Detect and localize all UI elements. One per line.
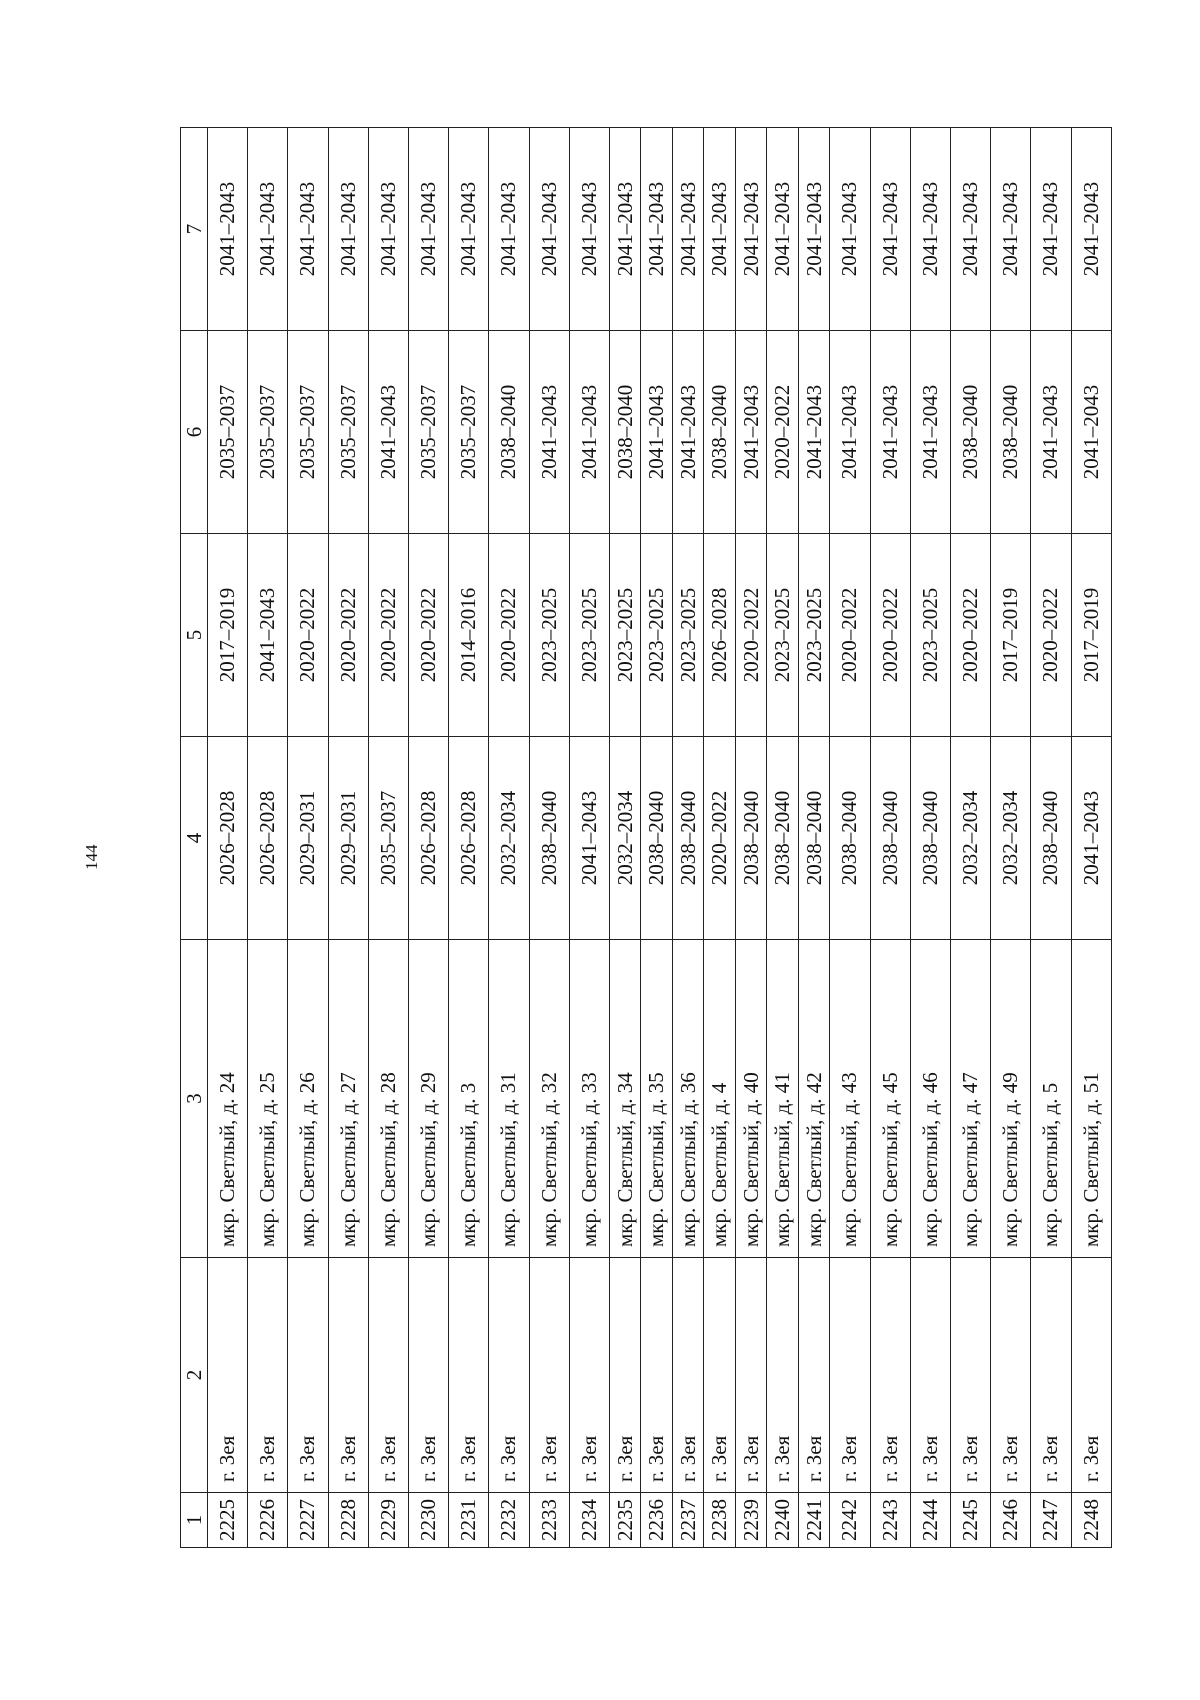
cell-period-col7: 2041–2043 xyxy=(529,128,569,331)
cell-period-col4: 2020–2022 xyxy=(704,737,736,940)
cell-period-col6: 2035–2037 xyxy=(288,331,328,534)
cell-period-col5: 2023–2025 xyxy=(767,534,799,737)
cell-row-number: 2234 xyxy=(569,1493,609,1548)
cell-city: г. Зея xyxy=(672,1258,704,1493)
cell-period-col5: 2023–2025 xyxy=(609,534,641,737)
cell-row-number: 2242 xyxy=(830,1493,870,1548)
page-number: 144 xyxy=(82,844,101,870)
cell-period-col5: 2020–2022 xyxy=(870,534,910,737)
cell-address: мкр. Светлый, д. 4 xyxy=(704,940,736,1258)
table-row xyxy=(798,128,830,1548)
cell-address: мкр. Светлый, д. 25 xyxy=(248,940,288,1258)
cell-period-col5: 2020–2022 xyxy=(1031,534,1071,737)
cell-period-col4: 2032–2034 xyxy=(950,737,990,940)
table-row xyxy=(950,128,990,1548)
cell-row-number: 2230 xyxy=(408,1493,448,1548)
cell-city: г. Зея xyxy=(248,1258,288,1493)
table-row xyxy=(910,128,950,1548)
cell-city: г. Зея xyxy=(408,1258,448,1493)
cell-city: г. Зея xyxy=(704,1258,736,1493)
cell-address: мкр. Светлый, д. 46 xyxy=(910,940,950,1258)
cell-row-number: 2244 xyxy=(910,1493,950,1548)
cell-period-col5: 2020–2022 xyxy=(288,534,328,737)
cell-period-col4: 2032–2034 xyxy=(489,737,529,940)
cell-period-col4: 2026–2028 xyxy=(408,737,448,940)
cell-period-col4: 2029–2031 xyxy=(328,737,368,940)
cell-city: г. Зея xyxy=(991,1258,1031,1493)
cell-period-col7: 2041–2043 xyxy=(910,128,950,331)
cell-period-col7: 2041–2043 xyxy=(368,128,408,331)
cell-period-col6: 2035–2037 xyxy=(328,331,368,534)
schedule-table xyxy=(180,127,1112,1548)
cell-period-col4: 2038–2040 xyxy=(735,737,767,940)
cell-period-col5: 2020–2022 xyxy=(408,534,448,737)
cell-period-col6: 2041–2043 xyxy=(529,331,569,534)
cell-period-col4: 2038–2040 xyxy=(1031,737,1071,940)
cell-period-col5: 2041–2043 xyxy=(248,534,288,737)
cell-city: г. Зея xyxy=(735,1258,767,1493)
cell-period-col7: 2041–2043 xyxy=(408,128,448,331)
cell-address: мкр. Светлый, д. 32 xyxy=(529,940,569,1258)
cell-address: мкр. Светлый, д. 40 xyxy=(735,940,767,1258)
cell-period-col7: 2041–2043 xyxy=(609,128,641,331)
cell-period-col4: 2038–2040 xyxy=(767,737,799,940)
cell-row-number: 2235 xyxy=(609,1493,641,1548)
cell-city: г. Зея xyxy=(368,1258,408,1493)
cell-period-col5: 2014–2016 xyxy=(449,534,489,737)
cell-period-col6: 2041–2043 xyxy=(910,331,950,534)
cell-period-col7: 2041–2043 xyxy=(704,128,736,331)
table-row xyxy=(991,128,1031,1548)
cell-period-col5: 2020–2022 xyxy=(830,534,870,737)
cell-period-col5: 2020–2022 xyxy=(368,534,408,737)
cell-period-col7: 2041–2043 xyxy=(950,128,990,331)
table-row xyxy=(408,128,448,1548)
cell-period-col7: 2041–2043 xyxy=(328,128,368,331)
table-row xyxy=(1031,128,1071,1548)
cell-city: г. Зея xyxy=(910,1258,950,1493)
cell-period-col7: 2041–2043 xyxy=(672,128,704,331)
cell-period-col6: 2038–2040 xyxy=(609,331,641,534)
cell-address: мкр. Светлый, д. 28 xyxy=(368,940,408,1258)
cell-period-col5: 2023–2025 xyxy=(641,534,673,737)
cell-period-col7: 2041–2043 xyxy=(1071,128,1112,331)
cell-period-col6: 2020–2022 xyxy=(767,331,799,534)
cell-city: г. Зея xyxy=(328,1258,368,1493)
cell-city: г. Зея xyxy=(1031,1258,1071,1493)
table-row xyxy=(767,128,799,1548)
cell-city: г. Зея xyxy=(830,1258,870,1493)
cell-period-col6: 2041–2043 xyxy=(569,331,609,534)
cell-period-col7: 2041–2043 xyxy=(489,128,529,331)
cell-row-number: 2239 xyxy=(735,1493,767,1548)
cell-period-col6: 2038–2040 xyxy=(704,331,736,534)
column-header-7: 7 xyxy=(181,128,208,331)
column-header-3: 3 xyxy=(181,940,208,1258)
cell-row-number: 2238 xyxy=(704,1493,736,1548)
cell-period-col7: 2041–2043 xyxy=(248,128,288,331)
cell-row-number: 2227 xyxy=(288,1493,328,1548)
column-header-6: 6 xyxy=(181,331,208,534)
schedule-table-wrapper xyxy=(180,128,1112,1548)
cell-period-col5: 2023–2025 xyxy=(529,534,569,737)
cell-city: г. Зея xyxy=(609,1258,641,1493)
cell-period-col6: 2041–2043 xyxy=(870,331,910,534)
cell-address: мкр. Светлый, д. 3 xyxy=(449,940,489,1258)
cell-period-col6: 2041–2043 xyxy=(1031,331,1071,534)
cell-address: мкр. Светлый, д. 51 xyxy=(1071,940,1112,1258)
cell-period-col7: 2041–2043 xyxy=(798,128,830,331)
column-header-1: 1 xyxy=(181,1493,208,1548)
cell-address: мкр. Светлый, д. 36 xyxy=(672,940,704,1258)
cell-period-col4: 2038–2040 xyxy=(870,737,910,940)
table-row xyxy=(609,128,641,1548)
cell-city: г. Зея xyxy=(767,1258,799,1493)
table-row xyxy=(328,128,368,1548)
column-header-5: 5 xyxy=(181,534,208,737)
cell-period-col6: 2041–2043 xyxy=(368,331,408,534)
cell-city: г. Зея xyxy=(798,1258,830,1493)
cell-row-number: 2248 xyxy=(1071,1493,1112,1548)
cell-city: г. Зея xyxy=(870,1258,910,1493)
cell-address: мкр. Светлый, д. 31 xyxy=(489,940,529,1258)
table-row xyxy=(248,128,288,1548)
cell-period-col7: 2041–2043 xyxy=(870,128,910,331)
cell-period-col5: 2023–2025 xyxy=(672,534,704,737)
cell-address: мкр. Светлый, д. 34 xyxy=(609,940,641,1258)
cell-period-col7: 2041–2043 xyxy=(1031,128,1071,331)
cell-period-col4: 2026–2028 xyxy=(449,737,489,940)
cell-period-col5: 2017–2019 xyxy=(208,534,248,737)
cell-address: мкр. Светлый, д. 43 xyxy=(830,940,870,1258)
cell-period-col6: 2041–2043 xyxy=(641,331,673,534)
cell-address: мкр. Светлый, д. 24 xyxy=(208,940,248,1258)
cell-period-col5: 2023–2025 xyxy=(798,534,830,737)
table-row xyxy=(735,128,767,1548)
cell-period-col5: 2020–2022 xyxy=(489,534,529,737)
cell-row-number: 2231 xyxy=(449,1493,489,1548)
cell-period-col7: 2041–2043 xyxy=(991,128,1031,331)
cell-period-col4: 2035–2037 xyxy=(368,737,408,940)
cell-row-number: 2240 xyxy=(767,1493,799,1548)
table-row xyxy=(641,128,673,1548)
cell-row-number: 2243 xyxy=(870,1493,910,1548)
cell-city: г. Зея xyxy=(208,1258,248,1493)
cell-address: мкр. Светлый, д. 5 xyxy=(1031,940,1071,1258)
cell-row-number: 2225 xyxy=(208,1493,248,1548)
cell-period-col6: 2041–2043 xyxy=(830,331,870,534)
cell-period-col7: 2041–2043 xyxy=(767,128,799,331)
column-header-4: 4 xyxy=(181,737,208,940)
cell-period-col4: 2026–2028 xyxy=(248,737,288,940)
cell-period-col6: 2038–2040 xyxy=(950,331,990,534)
cell-period-col6: 2041–2043 xyxy=(798,331,830,534)
cell-period-col7: 2041–2043 xyxy=(830,128,870,331)
cell-period-col6: 2041–2043 xyxy=(672,331,704,534)
cell-period-col7: 2041–2043 xyxy=(449,128,489,331)
cell-period-col7: 2041–2043 xyxy=(208,128,248,331)
cell-address: мкр. Светлый, д. 33 xyxy=(569,940,609,1258)
cell-row-number: 2246 xyxy=(991,1493,1031,1548)
cell-address: мкр. Светлый, д. 42 xyxy=(798,940,830,1258)
column-header-2: 2 xyxy=(181,1258,208,1493)
cell-period-col4: 2038–2040 xyxy=(529,737,569,940)
table-row xyxy=(704,128,736,1548)
table-row xyxy=(1071,128,1112,1548)
cell-period-col6: 2035–2037 xyxy=(208,331,248,534)
cell-city: г. Зея xyxy=(529,1258,569,1493)
cell-period-col5: 2020–2022 xyxy=(328,534,368,737)
cell-row-number: 2236 xyxy=(641,1493,673,1548)
cell-period-col7: 2041–2043 xyxy=(569,128,609,331)
cell-city: г. Зея xyxy=(950,1258,990,1493)
cell-period-col4: 2029–2031 xyxy=(288,737,328,940)
cell-city: г. Зея xyxy=(288,1258,328,1493)
table-row xyxy=(569,128,609,1548)
cell-row-number: 2245 xyxy=(950,1493,990,1548)
table-row xyxy=(288,128,328,1548)
cell-period-col4: 2032–2034 xyxy=(991,737,1031,940)
cell-period-col6: 2041–2043 xyxy=(735,331,767,534)
cell-city: г. Зея xyxy=(1071,1258,1112,1493)
table-body xyxy=(208,128,1112,1548)
cell-period-col5: 2017–2019 xyxy=(991,534,1031,737)
table-row xyxy=(672,128,704,1548)
cell-address: мкр. Светлый, д. 29 xyxy=(408,940,448,1258)
cell-period-col5: 2017–2019 xyxy=(1071,534,1112,737)
cell-city: г. Зея xyxy=(569,1258,609,1493)
cell-period-col6: 2035–2037 xyxy=(408,331,448,534)
cell-address: мкр. Светлый, д. 35 xyxy=(641,940,673,1258)
cell-address: мкр. Светлый, д. 45 xyxy=(870,940,910,1258)
header-row xyxy=(181,128,208,1548)
cell-city: г. Зея xyxy=(641,1258,673,1493)
cell-period-col4: 2041–2043 xyxy=(1071,737,1112,940)
table-row xyxy=(870,128,910,1548)
cell-period-col6: 2041–2043 xyxy=(1071,331,1112,534)
cell-row-number: 2229 xyxy=(368,1493,408,1548)
cell-period-col7: 2041–2043 xyxy=(288,128,328,331)
table-row xyxy=(529,128,569,1548)
cell-period-col6: 2038–2040 xyxy=(489,331,529,534)
cell-period-col4: 2038–2040 xyxy=(830,737,870,940)
table-row xyxy=(830,128,870,1548)
table-row xyxy=(489,128,529,1548)
cell-address: мкр. Светлый, д. 41 xyxy=(767,940,799,1258)
cell-row-number: 2237 xyxy=(672,1493,704,1548)
table-row xyxy=(208,128,248,1548)
cell-period-col4: 2026–2028 xyxy=(208,737,248,940)
cell-period-col6: 2038–2040 xyxy=(991,331,1031,534)
cell-period-col4: 2038–2040 xyxy=(641,737,673,940)
cell-period-col5: 2020–2022 xyxy=(735,534,767,737)
cell-city: г. Зея xyxy=(489,1258,529,1493)
cell-address: мкр. Светлый, д. 47 xyxy=(950,940,990,1258)
cell-period-col5: 2023–2025 xyxy=(910,534,950,737)
table-row xyxy=(368,128,408,1548)
table-row xyxy=(449,128,489,1548)
cell-address: мкр. Светлый, д. 27 xyxy=(328,940,368,1258)
cell-row-number: 2241 xyxy=(798,1493,830,1548)
cell-period-col5: 2023–2025 xyxy=(569,534,609,737)
cell-period-col4: 2038–2040 xyxy=(672,737,704,940)
cell-address: мкр. Светлый, д. 49 xyxy=(991,940,1031,1258)
cell-period-col6: 2035–2037 xyxy=(248,331,288,534)
cell-period-col4: 2038–2040 xyxy=(798,737,830,940)
cell-period-col7: 2041–2043 xyxy=(735,128,767,331)
cell-period-col5: 2020–2022 xyxy=(950,534,990,737)
cell-period-col4: 2032–2034 xyxy=(609,737,641,940)
cell-row-number: 2233 xyxy=(529,1493,569,1548)
cell-row-number: 2226 xyxy=(248,1493,288,1548)
cell-period-col4: 2038–2040 xyxy=(910,737,950,940)
cell-row-number: 2247 xyxy=(1031,1493,1071,1548)
cell-period-col4: 2041–2043 xyxy=(569,737,609,940)
cell-period-col7: 2041–2043 xyxy=(641,128,673,331)
cell-address: мкр. Светлый, д. 26 xyxy=(288,940,328,1258)
cell-period-col6: 2035–2037 xyxy=(449,331,489,534)
cell-row-number: 2228 xyxy=(328,1493,368,1548)
cell-row-number: 2232 xyxy=(489,1493,529,1548)
cell-city: г. Зея xyxy=(449,1258,489,1493)
cell-period-col5: 2026–2028 xyxy=(704,534,736,737)
